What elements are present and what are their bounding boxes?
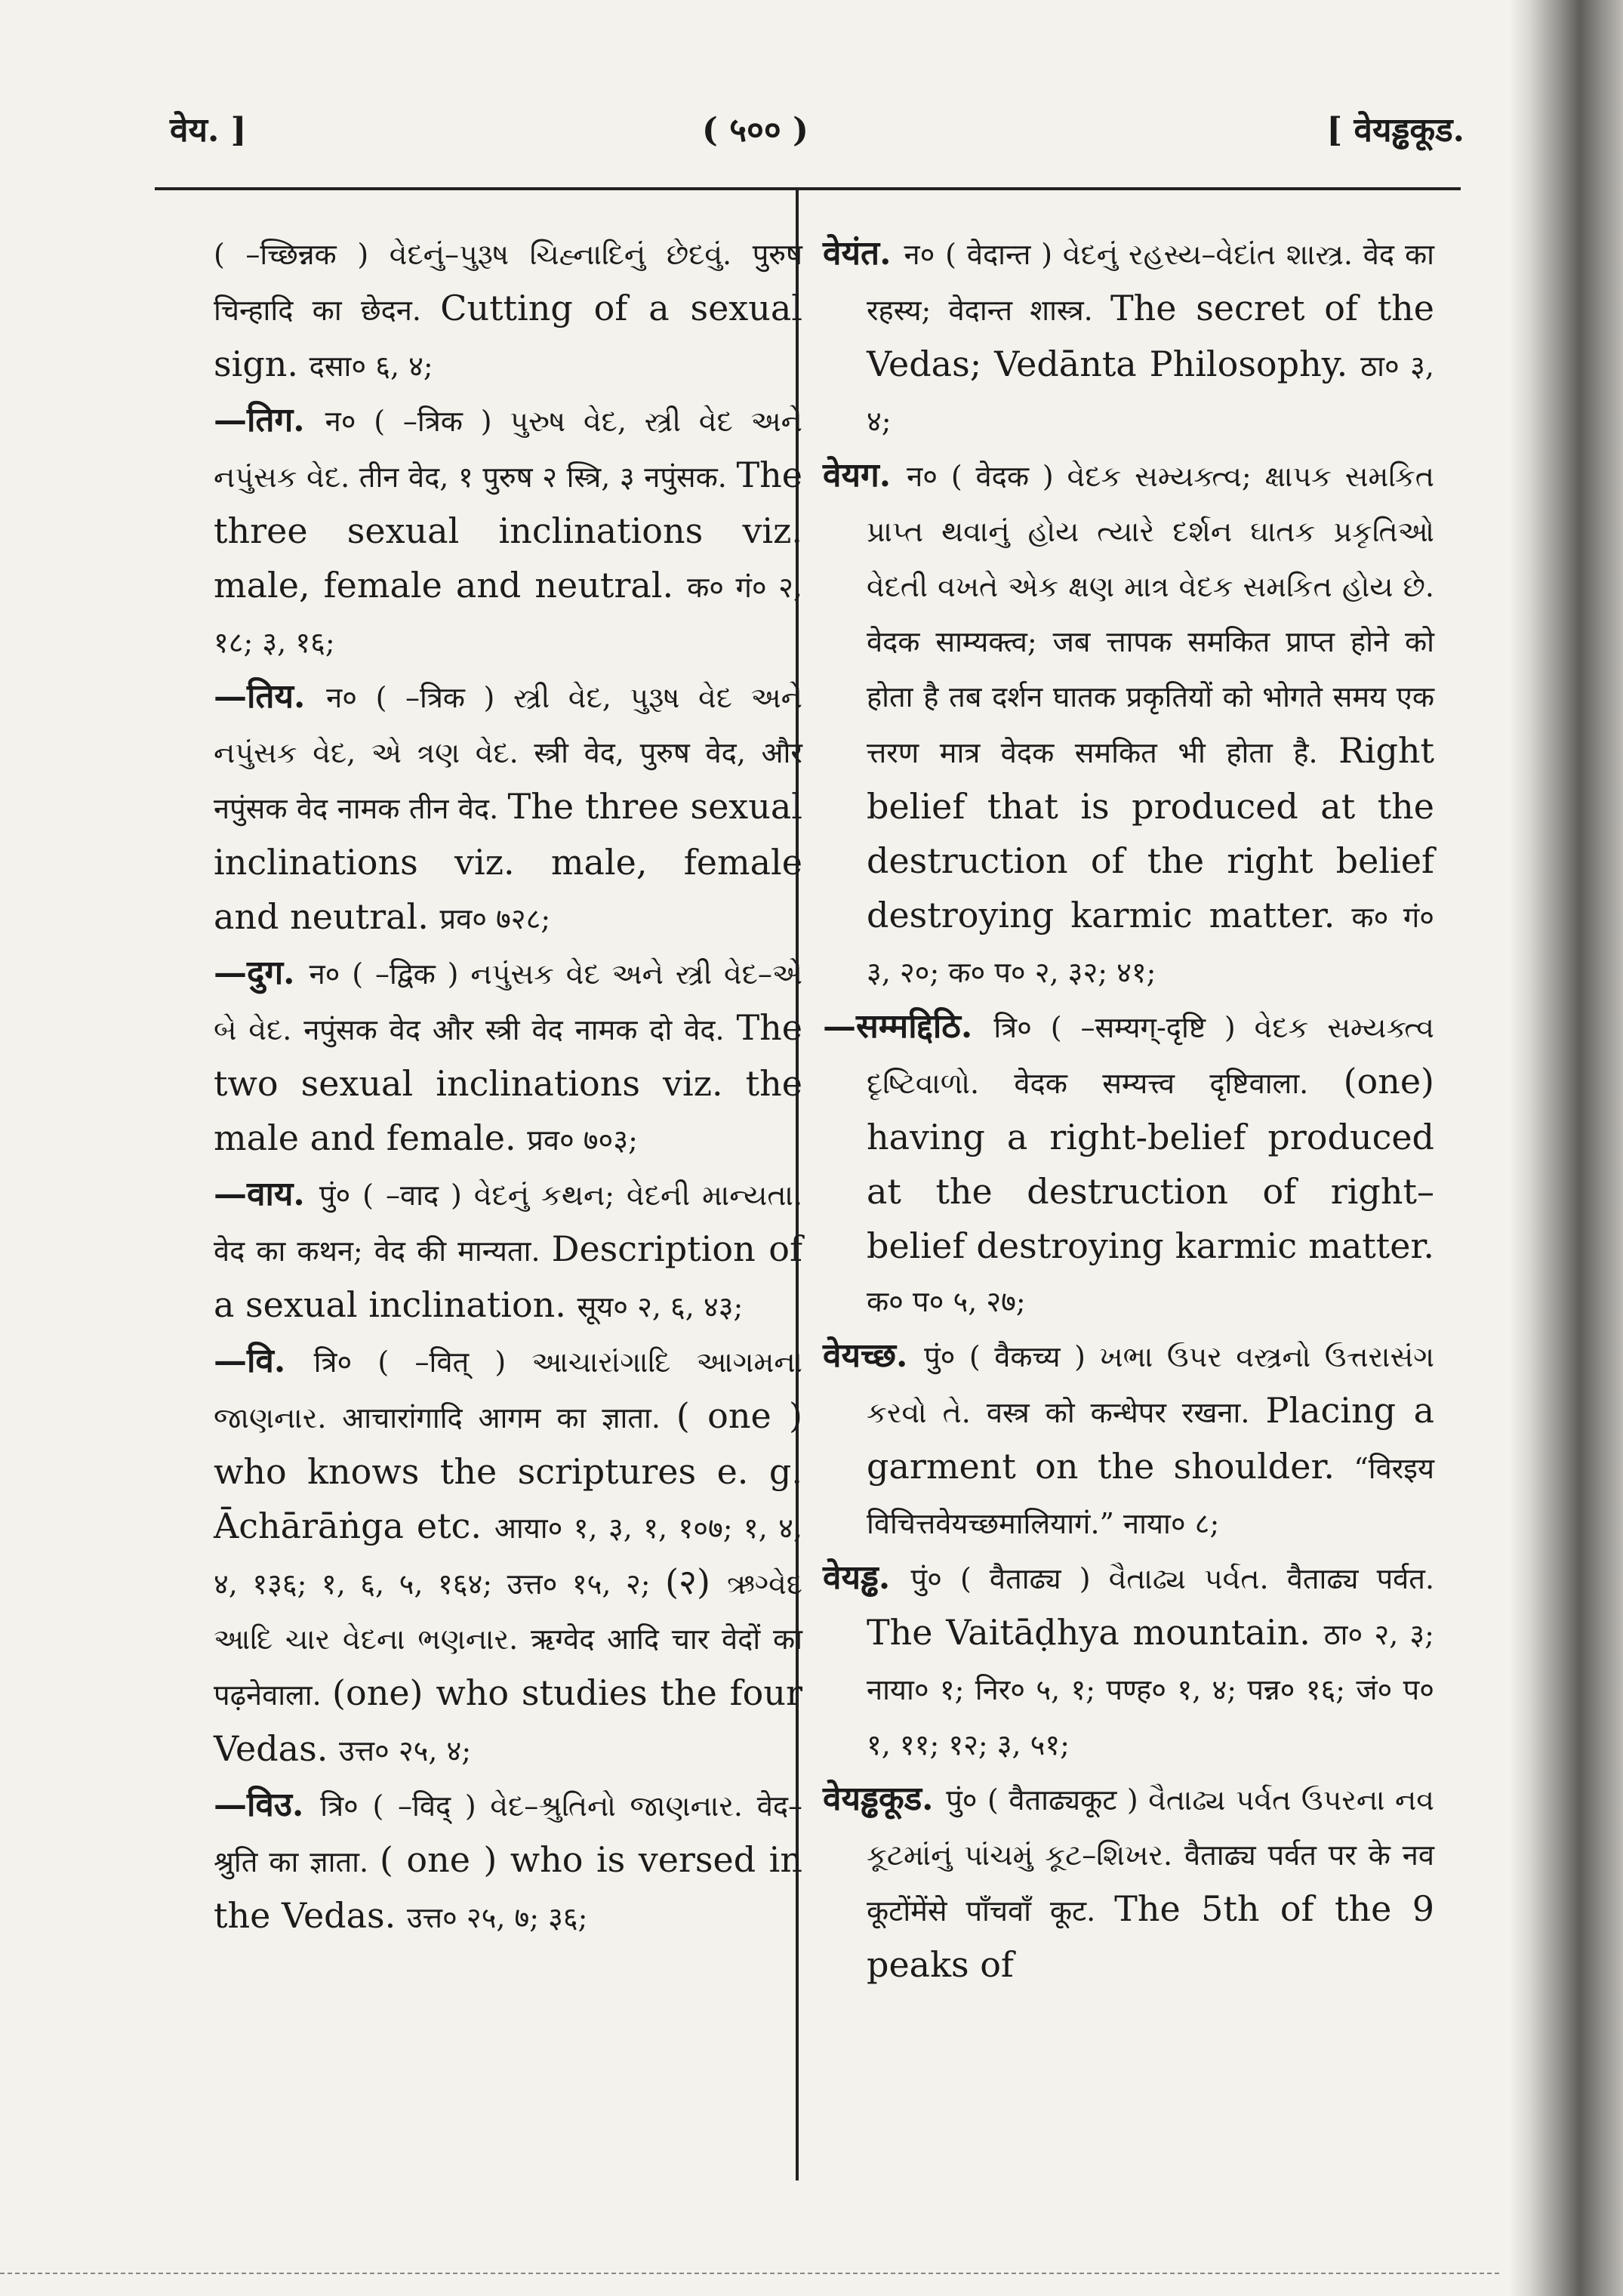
dictionary-entry [823, 227, 1434, 448]
dictionary-entry [214, 1334, 802, 1778]
headword: —तिग. [214, 401, 325, 439]
citation: ठा० २, ३; नाया० १; निर० ५, १; पण्ह० १, ४; पन्न० १६; जं० प० १, ११; १२; ३, ५१; [867, 1618, 1434, 1761]
gujarati-gloss: વેદનું કથન; વેદની માન્યતા. [473, 1179, 802, 1212]
hindi-gloss: त्रि० ( –वित् ) [313, 1345, 532, 1379]
citation: आया० १, ३, १, १०७; १, ४, ४, १३६; १, ६, ५, १६४; उत्त० १५, २; [214, 1512, 803, 1601]
hindi-gloss: न० ( –त्रिक ) [325, 405, 510, 438]
gujarati-gloss: ઋગ્વેદ આદિ ચાર વેદના ભણનાર. [214, 1567, 802, 1656]
gujarati-gloss: આચારાંગાદિ આગમના જાણનાર. [214, 1345, 802, 1435]
dictionary-entry [214, 393, 802, 670]
headword: वेयड्ढ. [823, 1558, 911, 1597]
english-gloss: (one) having a right-belief produced at the destruction of right–belief destroying karmic matter. [867, 1061, 1434, 1266]
dictionary-entry [214, 670, 802, 946]
hindi-gloss: पुरुष चिन्हादि का छेदन. [214, 238, 802, 327]
hindi-gloss: वैताढ्य पर्वत. [1286, 1562, 1435, 1595]
dictionary-entry [823, 448, 1434, 1000]
header-rule [155, 187, 1461, 190]
citation: प्रव० ७२८; [439, 902, 551, 935]
hindi-gloss: पुं० ( वैताढ्यकूट ) [946, 1783, 1149, 1817]
gujarati-gloss: નપુંસક વેદ અને સ્ત્રી વેદ–એ બે વેદ. [214, 957, 802, 1046]
citation: क० प० ५, २७; [867, 1285, 1026, 1318]
dictionary-entry [214, 1778, 802, 1945]
gujarati-gloss: વેદનું–પુરૂષ ચિહ્નાદિનું છેદવું. [389, 238, 753, 271]
gujarati-gloss: વેદક સમ્યક્ત્વ દૃષ્ટિવાળો. [867, 1011, 1434, 1100]
gujarati-gloss: વૈતાઢ્ય પર્વત. [1108, 1562, 1287, 1595]
citation: क० गं० २, १८; ३, १६; [214, 571, 802, 659]
right-column [823, 227, 1434, 1992]
citation: उत्त० २५, ७; ३६; [406, 1901, 588, 1934]
left-column [214, 227, 802, 1945]
headword: —तिय. [214, 677, 327, 716]
hindi-gloss: त्रि० ( –विद् ) [320, 1789, 491, 1823]
dictionary-entry [823, 1329, 1434, 1551]
headword: —सम्मद्दिठि. [823, 1007, 994, 1046]
hindi-gloss: वेद–श्रुति का ज्ञाता. [214, 1789, 802, 1878]
page-header [0, 106, 1502, 159]
hindi-gloss: पुं० ( –वाद ) [319, 1179, 474, 1212]
headword: वेयड्ढकूड. [823, 1780, 947, 1818]
hindi-gloss: वेदक सम्यत्त्व दृष्टिवाला. [1014, 1067, 1344, 1100]
gujarati-gloss: વેદક સમ્યક્ત્વ; ક્ષાપક સમકિત પ્રાપ્ત થવાનું હોય ત્યારે દર્શન ઘાતક પ્રકૃતિઓ વેદતી વખતે એક ક્ષણ માત્ર વેદક સમકિત હોય છે. [867, 460, 1434, 603]
citation: उत्त० २५, ४; [338, 1734, 472, 1767]
hindi-gloss: ऋग्वेद आदि चार वेदों का पढ़नेवाला. [214, 1623, 802, 1712]
book-binding-shadow [1510, 0, 1623, 2296]
english-gloss: The three sexual inclinations viz. male, female and neutral. [214, 455, 803, 606]
hindi-gloss: तीन वेद, १ पुरुष २ स्त्रि, ३ नपुंसक. [359, 461, 737, 494]
header-left-guideword: वेय. ] [170, 111, 247, 149]
dictionary-entry [214, 1167, 802, 1334]
gujarati-gloss: સ્ત્રી વેદ, પુરૂષ વેદ અને નપુંસક વેદ, એ ત્રણ વેદ. [214, 681, 802, 769]
english-gloss: Right belief that is produced at the destruction of the right belief destroying karmic matter. [867, 730, 1434, 935]
headword: —वि. [214, 1342, 314, 1380]
headword: वेयग. [823, 456, 907, 495]
citation: ठा० ३, ४; [867, 350, 1434, 438]
english-gloss: The 5th of the 9 peaks of [867, 1888, 1435, 1985]
hindi-gloss: वैताढ्य पर्वत पर के नव कूटोंमेंसे पाँचवाँ कूट. [867, 1838, 1435, 1928]
hindi-gloss: स्त्री वेद, पुरुष वेद, और नपुंसक वेद नामक तीन वेद. [214, 736, 802, 825]
english-gloss: Description of a sexual inclination. [214, 1228, 802, 1325]
english-gloss: Placing a garment on the shoulder. [867, 1390, 1434, 1487]
citation: प्रव० ७०३; [527, 1123, 638, 1157]
headword: वेयंत. [823, 234, 904, 273]
english-gloss: ( one ) who is versed in the Vedas. [214, 1839, 802, 1936]
english-gloss: The three sexual inclinations viz. male, female and neutral. [214, 786, 802, 937]
english-gloss: The Vaitāḍhya mountain. [867, 1612, 1324, 1653]
hindi-gloss: वेद का रहस्य; वेदान्त शास्त्र. [867, 238, 1434, 327]
hindi-gloss: ( –च्छिन्नक ) [214, 238, 390, 271]
page-number: ( ५०० ) [702, 111, 808, 149]
english-gloss: Cutting of a sexual sign. [214, 288, 802, 384]
english-gloss: ( one ) who knows the scriptures e. g. Āchārāṅga etc. [214, 1395, 802, 1546]
hindi-gloss: आचारांगादि आगम का ज्ञाता. [342, 1401, 676, 1435]
headword: —विउ. [214, 1786, 321, 1824]
hindi-gloss: “विरइय विचित्तवेयच्छमालियागं.” [867, 1452, 1434, 1540]
headword: —दुग. [214, 954, 310, 992]
dictionary-entry [214, 227, 802, 393]
hindi-gloss: न० ( वेदान्त ) [904, 238, 1063, 271]
english-gloss: The secret of the Vedas; Vedānta Philosophy. [867, 288, 1434, 384]
hindi-gloss: त्रि० ( –सम्यग्-दृष्टि ) [993, 1011, 1255, 1044]
page-bottom-edge [0, 2273, 1502, 2274]
hindi-gloss: वस्त्र को कन्धेपर रखना. [986, 1396, 1266, 1429]
gujarati-gloss: ખભા ઉપર વસ્ત્રનો ઉત્તરાસંગ કરવો તે. [867, 1340, 1434, 1429]
dictionary-entry [823, 1000, 1434, 1329]
english-gloss: The two sexual inclinations viz. the male and female. [214, 1007, 802, 1158]
headword: वेयच्छ. [823, 1336, 925, 1375]
citation: नाया० ८; [1123, 1507, 1220, 1540]
headword: —वाय. [214, 1175, 319, 1213]
gujarati-gloss: વૈતાઢ્ય પર્વત ઉપરના નવ કૂટમાંનું પાંચમું કૂટ–શિખર. [867, 1783, 1434, 1872]
hindi-gloss: पुं० ( वैकच्य ) [924, 1340, 1100, 1373]
english-gloss: (one) who studies the four Vedas. [214, 1672, 802, 1769]
english-gloss: (२) [665, 1561, 727, 1602]
hindi-gloss: पुं० ( वैताढ्य ) [910, 1562, 1109, 1595]
hindi-gloss: न० ( वेदक ) [907, 460, 1067, 493]
hindi-gloss: न० ( –द्विक ) [309, 957, 471, 991]
hindi-gloss: नपुंसक वेद और स्त्री वेद नामक दो वेद. [303, 1013, 737, 1046]
header-right-guideword: [ वेयड्ढकूड. [1326, 111, 1464, 149]
gujarati-gloss: પુરુષ વેદ, સ્ત્રી વેદ અને નપુંસક વેદ. [214, 405, 802, 494]
citation: सूय० २, ६, ४३; [577, 1290, 744, 1324]
citation: क० गं० ३, २०; क० प० २, ३२; ४१; [867, 901, 1434, 989]
gujarati-gloss: વેદ–શ્રુતિનો જાણનાર. [490, 1789, 757, 1823]
dictionary-entry [823, 1551, 1434, 1772]
hindi-gloss: वेद का कथन; वेद की मान्यता. [214, 1234, 552, 1268]
gujarati-gloss: વેદનું રહસ્ય–વેદાંત શાસ્ત્ર. [1062, 238, 1363, 271]
citation: दसा० ६, ४; [309, 350, 433, 383]
dictionary-entry [214, 946, 802, 1167]
dictionary-entry [823, 1772, 1434, 1992]
hindi-gloss: न० ( –त्रिक ) [326, 681, 513, 714]
hindi-gloss: वेदक साम्यक्त्व; जब त्तापक समकित प्राप्त होने को होता है तब दर्शन घातक प्रकृतियों को भोगते समय एक त्तरण मात्र वेदक समकित भी होता है. [867, 625, 1434, 769]
